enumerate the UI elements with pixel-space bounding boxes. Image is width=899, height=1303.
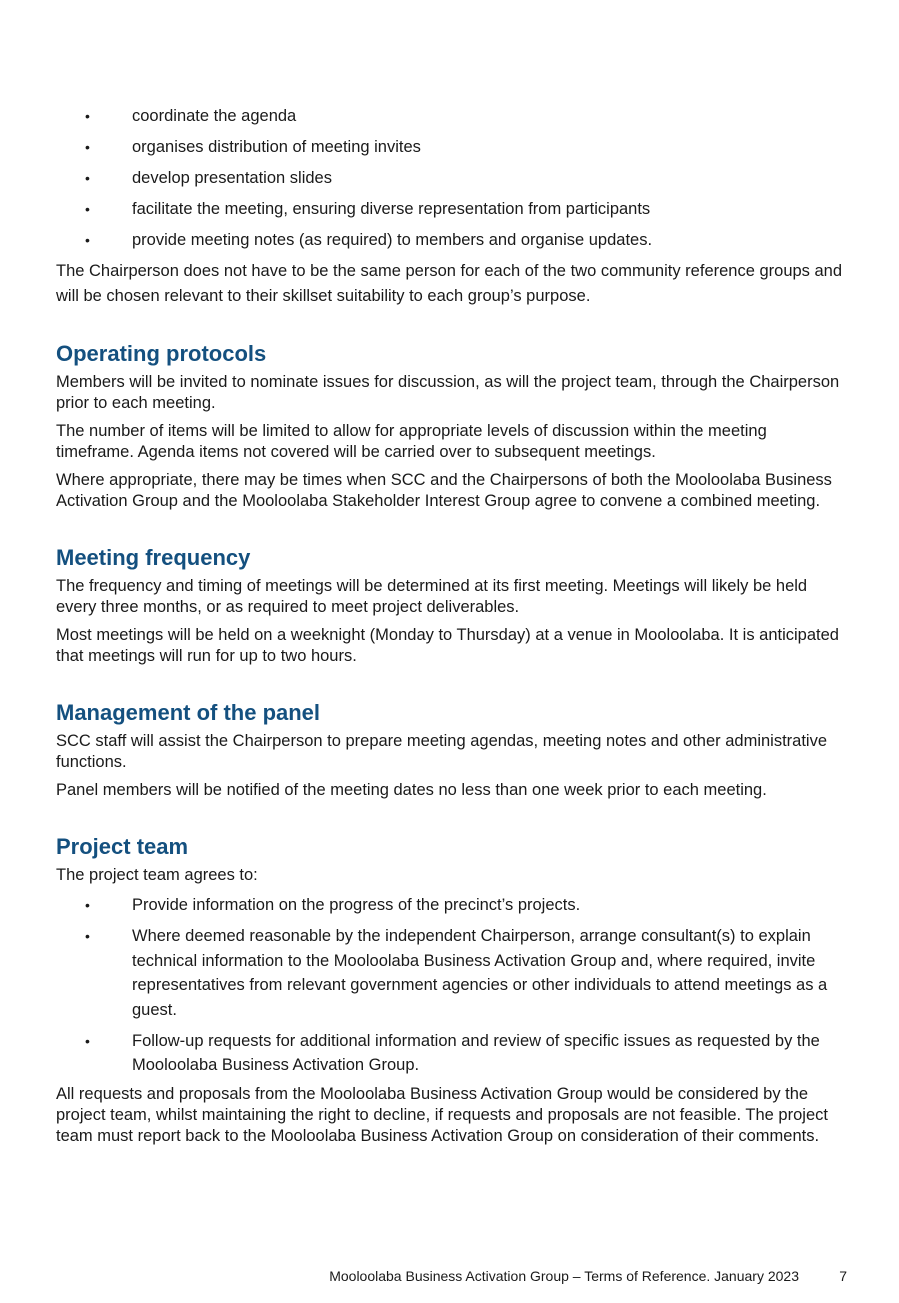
bullet-icon: • bbox=[85, 928, 90, 944]
management-paragraph-2: Panel members will be notified of the meeting dates no less than one week prior to each meeting. bbox=[56, 781, 767, 799]
list-item-text: coordinate the agenda bbox=[132, 107, 297, 125]
operating-protocols-heading: Operating protocols bbox=[56, 341, 267, 366]
operating-paragraph-2: The number of items will be limited to allow for appropriate levels of discussion within the meeting timeframe. Agenda items not covered will be carried over to subsequent meetings. bbox=[56, 422, 767, 461]
project-team-heading: Project team bbox=[56, 834, 189, 859]
bullet-icon: • bbox=[85, 232, 90, 248]
list-item-text: develop presentation slides bbox=[132, 169, 332, 187]
management-heading: Management of the panel bbox=[56, 700, 321, 725]
footer-title: Mooloolaba Business Activation Group – Terms of Reference. January 2023 bbox=[329, 1268, 799, 1284]
frequency-paragraph-2: Most meetings will be held on a weeknight (Monday to Thursday) at a venue in Mooloolaba. It is anticipated that meetings will run for up to two hours. bbox=[56, 626, 839, 665]
bullet-icon: • bbox=[85, 139, 90, 155]
list-item bbox=[56, 197, 846, 222]
operating-paragraph-1: Members will be invited to nominate issues for discussion, as will the project team, through the Chairperson prior to each meeting. bbox=[56, 373, 840, 412]
bullet-icon: • bbox=[85, 170, 90, 186]
list-item-text: Follow-up requests for additional information and review of specific issues as requested by the Mooloolaba Business Activation Group. bbox=[132, 1031, 820, 1074]
bullet-icon: • bbox=[85, 201, 90, 217]
list-item-text: Where deemed reasonable by the independent Chairperson, arrange consultant(s) to explain technical information to the Mooloolaba Business Activation Group and, where required, invite representatives from relevant government agencies or other individuals to attend meetings as a guest. bbox=[132, 927, 828, 1019]
list-item-text: Provide information on the progress of the precinct’s projects. bbox=[132, 896, 581, 914]
list-item-text: facilitate the meeting, ensuring diverse representation from participants bbox=[132, 200, 651, 218]
list-item bbox=[56, 893, 846, 918]
document-page bbox=[56, 104, 846, 1154]
list-item bbox=[56, 135, 846, 160]
list-item bbox=[56, 166, 846, 191]
management-paragraph-1: SCC staff will assist the Chairperson to prepare meeting agendas, meeting notes and other administrative functions. bbox=[56, 732, 828, 771]
bullet-icon: • bbox=[85, 1032, 90, 1049]
list-item bbox=[56, 104, 846, 129]
project-team-list bbox=[56, 893, 846, 1078]
list-item bbox=[56, 228, 846, 253]
list-item-text: provide meeting notes (as required) to members and organise updates. bbox=[132, 231, 653, 249]
operating-paragraph-3: Where appropriate, there may be times when SCC and the Chairpersons of both the Mooloolaba Business Activation Group and the Mooloolaba Stakeholder Interest Group agree to convene a combined meeting. bbox=[56, 471, 832, 510]
list-item bbox=[56, 924, 846, 1022]
list-item-text: organises distribution of meeting invites bbox=[132, 138, 421, 156]
list-item bbox=[56, 1029, 846, 1078]
bullet-icon: • bbox=[85, 108, 90, 124]
chairperson-duties-list bbox=[56, 104, 846, 253]
project-team-intro: The project team agrees to: bbox=[56, 866, 258, 884]
bullet-icon: • bbox=[85, 897, 90, 913]
page-footer bbox=[0, 1268, 899, 1288]
page-number: 7 bbox=[839, 1268, 847, 1284]
frequency-paragraph-1: The frequency and timing of meetings will be determined at its first meeting. Meetings will likely be held every three months, or as required to meet project deliverables. bbox=[56, 577, 808, 616]
project-team-closing: All requests and proposals from the Mooloolaba Business Activation Group would be considered by the project team, whilst maintaining the right to decline, if requests and proposals are not feasible. The project team must report back to the Mooloolaba Business Activation Group on consideration of their comments. bbox=[56, 1085, 828, 1145]
chairperson-paragraph: The Chairperson does not have to be the same person for each of the two community reference groups and will be chosen relevant to their skillset suitability to each group’s purpose. bbox=[56, 262, 843, 305]
meeting-frequency-heading: Meeting frequency bbox=[56, 545, 251, 570]
